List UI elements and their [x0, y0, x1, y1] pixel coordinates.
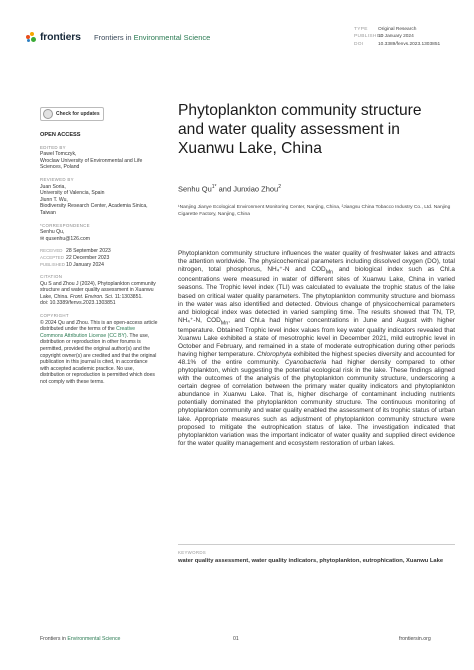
footer-site-link[interactable]: frontiersin.org	[399, 636, 431, 642]
correspondence-email[interactable]: Senhu Qu, ✉ qusenhu@126.com	[40, 229, 90, 242]
author-link[interactable]: Junxiao Zhou	[233, 184, 279, 194]
article-meta: TYPE Original Research PUBLISHED10 January 2024 DOI 10.3389/fenvs.2023.1303851	[354, 27, 441, 47]
page-number: 01	[233, 636, 239, 642]
abstract: Phytoplankton community structure influences the water quality of freshwater lakes and attracts the attention worldwide. The physicochemical parameters including dissolved oxygen (DO), total nitrogen, total phosphorus, NH₄⁺-N and $COD_{Mn}$ and biological index such as Chl.a concentrations were measured in water of different sites of Xuanwu Lake, China in varied seasons. The Trophic level index (TLI) was calculated to evaluate the trophic status of the lake based on critical water quality parameters. The phytoplankton community structure and biomass in the water was also identified and detected. Obvious change of physicochemical parameters and biological index was detected in varied sampling time. The results showed that TN, TP, NH₄⁺-N, $COD_{Mn}$, and Chl.a had higher concentrations in June and August with higher temperature. Obtained Trophic level index values from key water quality indicators revealed that Xuanwu Lake exhibited a state of mesotrophic level in December 2021, mild eutrophic level in October and February, and remained in a state of moderate eutrophication during other periods having higher temperature. Chlorophyta exhibited the highest species diversity and accounted for 48.1% of the entire community. Cyanobacteria had higher density compared to other phytoplankton, which suggesting the potential ecological risk in the lake. These findings aligned with the outcomes of the analysis of the phytoplankton community structure, underscoring a certain degree of correlation between the primary water quality indicators and phytoplankton abundance in Xuanwu Lake. That is, higher discharge of contaminant including nutrients potentially dominated the phytoplankton community structure. The continuous monitoring of phytoplankton community and water quality enabled the assessment of its trophic status of urban lake. Appropriate measures such as adjustment of phytoplankton community structure were proposed to mitigate the eutrophication status of lake. The investigation indicated that phytoplankton variation was the important indicator of water quality and supplied direct evidence for the water quality management and ecosystem restoration of urban lakes.	[178, 250, 456, 447]
footer-journal[interactable]: Frontiers in Environmental Science	[40, 636, 121, 642]
frontiers-logo-icon	[26, 32, 37, 43]
update-icon	[43, 109, 53, 119]
brand-name: frontiers	[40, 31, 81, 43]
affiliations: ¹Nanjing Jianye Ecological Environment Monitoring Center, Nanjing, China, ²Jiangsu China Tobacco Industry Co., Ltd. Nanjing Cigarette Factory, Nanjing, China	[178, 205, 451, 217]
author-link[interactable]: Senhu Qu	[178, 184, 212, 194]
copyright: © 2024 Qu and Zhou. This is an open-access article distributed under the terms of the Creative Commons Attribution License (CC BY). The use, distribution or reproduction in other forums is permitted, provided the original author(s) and the copyright owner(s) are credited and that the original publication in this journal is cited, in accordance with accepted academic practice. No use, distribution or reproduction is permitted which does not comply with these terms.	[40, 319, 158, 385]
author-list: Senhu $Qu^{1*}$ and Junxiao Zhou$^2$	[178, 184, 282, 194]
doi-link[interactable]: 10.3389/fenvs.2023.1303851	[378, 41, 441, 47]
article-info-sidebar: OPEN ACCESS EDITED BY Pawel Tomczyk, Wroclaw University of Environmental and Life Sciences, Poland REVIEWED BY Juan Soria, University of Valencia, Spain Jiunn T. Wu, Biodiversity Research Center, Academia Sinica, Taiwan *CORRESPONDENCE Senhu Qu, ✉ qusenhu@126.com RECEIVED 28 September 2023 ACCEPTED 22 December 2023 PUBLISHED10 January 2024 CITATION Qu S and Zhou J (2024), Phytoplankton community structure and water quality assessment in Xuanwu Lake, China. Front. Environ. Sci. 11:1303851. doi: 10.3389/fenvs.2023.1303851 COPYRIGHT © 2024 Qu and Zhou. This is an open-access article distributed under the terms of the Creative Commons Attribution License (CC BY). The use, distribution or reproduction in other forums is permitted, provided the original author(s) and the copyright owner(s) are credited and that the original publication in this journal is cited, in accordance with accepted academic practice. No use, distribution or reproduction is permitted which does not comply with these terms.	[40, 132, 158, 385]
keywords-label: KEYWORDS	[178, 550, 207, 555]
citation: Qu S and Zhou J (2024), Phytoplankton community structure and water quality assessment in Xuanwu Lake, China. Front. Environ. Sci. 11:1303851. doi: 10.3389/fenvs.2023.1303851	[40, 280, 156, 307]
frontiers-logo[interactable]	[26, 31, 81, 43]
cc-by-license-link[interactable]: Creative Commons Attribution License (CC BY)	[40, 326, 136, 339]
open-access-label: OPEN ACCESS	[40, 132, 81, 138]
check-for-updates-button[interactable]: Check for updates	[40, 107, 104, 121]
journal-name[interactable]: Frontiers in Environmental Science	[94, 33, 211, 42]
divider	[178, 544, 455, 545]
editor: Pawel Tomczyk, Wroclaw University of Environmental and Life Sciences, Poland	[40, 151, 143, 171]
reviewer-2: Jiunn T. Wu, Biodiversity Research Center, Academia Sinica, Taiwan	[40, 196, 148, 216]
reviewer-1: Juan Soria, University of Valencia, Spain	[40, 183, 105, 197]
article-title: Phytoplankton community structure and water quality assessment in Xuanwu Lake, China	[178, 102, 422, 157]
keywords: water quality assessment, water quality indicators, phytoplankton, eutrophication, Xuanwu Lake	[178, 558, 444, 564]
